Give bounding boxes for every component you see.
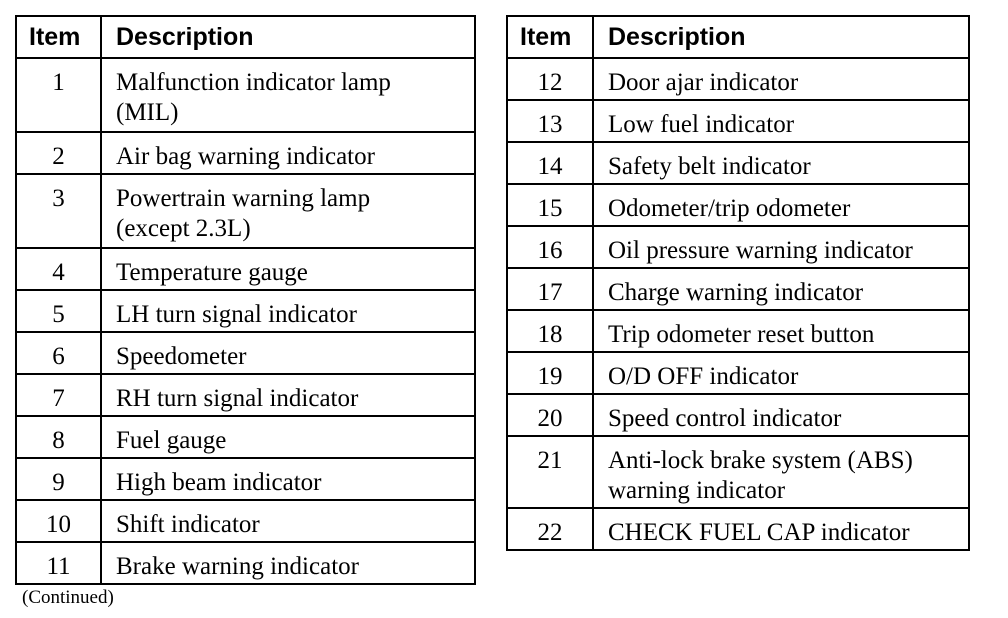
item-description: CHECK FUEL CAP indicator <box>593 508 969 550</box>
item-number: 20 <box>507 394 593 436</box>
item-description: Fuel gauge <box>101 416 475 458</box>
item-number: 8 <box>16 416 101 458</box>
table-row <box>507 394 969 436</box>
table-row <box>507 436 969 508</box>
item-number: 12 <box>507 58 593 100</box>
item-description: RH turn signal indicator <box>101 374 475 416</box>
table-row <box>507 184 969 226</box>
item-description <box>101 58 475 132</box>
table-row <box>507 142 969 184</box>
item-number: 6 <box>16 332 101 374</box>
item-description: Speedometer <box>101 332 475 374</box>
item-column-header: Item <box>507 16 593 58</box>
item-number: 17 <box>507 268 593 310</box>
item-description: Oil pressure warning indicator <box>593 226 969 268</box>
description-line-2: (except 2.3L) <box>116 215 251 242</box>
table-row <box>507 58 969 100</box>
item-number: 13 <box>507 100 593 142</box>
item-number: 16 <box>507 226 593 268</box>
description-column-header: Description <box>101 16 475 58</box>
table-row <box>16 416 475 458</box>
item-description-table-right <box>506 15 970 551</box>
description-line-1: Powertrain warning lamp <box>116 185 371 212</box>
table-row <box>16 174 475 248</box>
item-number: 21 <box>507 436 593 508</box>
table-row <box>507 226 969 268</box>
table-row <box>16 132 475 174</box>
item-description-table-left <box>15 15 476 585</box>
item-column-header: Item <box>16 16 101 58</box>
table-header-row <box>16 16 475 58</box>
item-number: 19 <box>507 352 593 394</box>
item-description: LH turn signal indicator <box>101 290 475 332</box>
item-description: Temperature gauge <box>101 248 475 290</box>
item-description <box>101 174 475 248</box>
item-number: 2 <box>16 132 101 174</box>
item-description: Speed control indicator <box>593 394 969 436</box>
item-description <box>593 436 969 508</box>
table-row <box>16 542 475 584</box>
table-header-row <box>507 16 969 58</box>
item-number: 4 <box>16 248 101 290</box>
item-description: Brake warning indicator <box>101 542 475 584</box>
item-description: Safety belt indicator <box>593 142 969 184</box>
table-row <box>16 332 475 374</box>
item-number: 18 <box>507 310 593 352</box>
table-row <box>507 310 969 352</box>
item-description: High beam indicator <box>101 458 475 500</box>
table-row <box>16 500 475 542</box>
table-row <box>16 248 475 290</box>
table-row <box>507 100 969 142</box>
item-number: 15 <box>507 184 593 226</box>
item-number: 5 <box>16 290 101 332</box>
description-line-2: warning indicator <box>608 477 786 504</box>
description-column-header: Description <box>593 16 969 58</box>
table-row <box>16 458 475 500</box>
item-description: Trip odometer reset button <box>593 310 969 352</box>
table-row <box>16 58 475 132</box>
table-row <box>16 290 475 332</box>
item-description: Charge warning indicator <box>593 268 969 310</box>
table-row <box>507 268 969 310</box>
description-line-1: Malfunction indicator lamp <box>116 69 391 96</box>
item-description: Air bag warning indicator <box>101 132 475 174</box>
item-description: O/D OFF indicator <box>593 352 969 394</box>
table-row <box>16 374 475 416</box>
item-number: 14 <box>507 142 593 184</box>
item-description: Low fuel indicator <box>593 100 969 142</box>
item-number: 10 <box>16 500 101 542</box>
item-number: 3 <box>16 174 101 248</box>
description-line-2: (MIL) <box>116 99 179 126</box>
continued-note: (Continued) <box>22 587 114 608</box>
item-number: 11 <box>16 542 101 584</box>
table-row <box>507 508 969 550</box>
item-description: Door ajar indicator <box>593 58 969 100</box>
item-number: 22 <box>507 508 593 550</box>
item-description: Odometer/trip odometer <box>593 184 969 226</box>
item-number: 1 <box>16 58 101 132</box>
item-number: 9 <box>16 458 101 500</box>
item-number: 7 <box>16 374 101 416</box>
table-row <box>507 352 969 394</box>
item-description: Shift indicator <box>101 500 475 542</box>
description-line-1: Anti-lock brake system (ABS) <box>608 447 913 474</box>
